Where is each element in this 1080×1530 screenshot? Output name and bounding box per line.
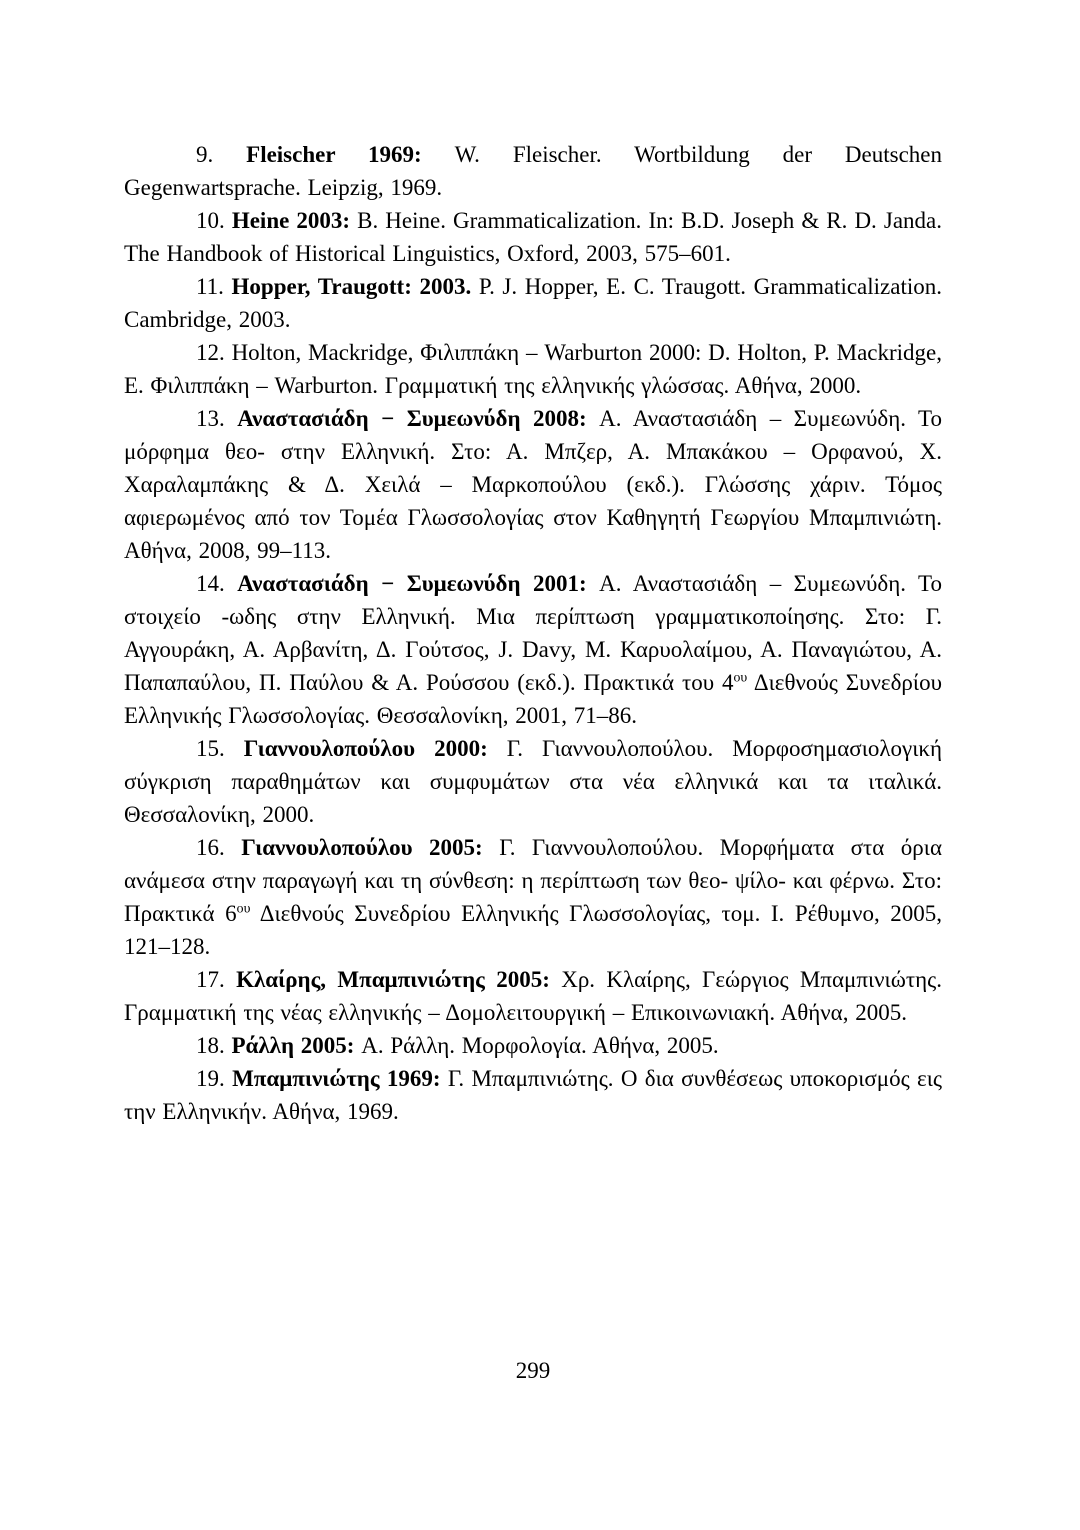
entry-text: Γ. Γιαννουλοπούλου. Μορφοσημασιολογική σύγκριση παραθημάτων και συμφυμάτων στα νέα ελληνικά και τα ιταλικά. Θεσσαλονίκη, 2000. (124, 736, 942, 827)
entry-text: Χρ. Κλαίρης, Γεώργιος Μπαμπινιώτης. Γραμματική της νέας ελληνικής – Δομολειτουργική – Επικοινωνιακή. Αθήνα, 2005. (124, 967, 943, 1025)
reference-list (124, 138, 942, 1128)
entry-text: 16. (196, 835, 242, 860)
entry-text: Α. Ράλλη. Μορφολογία. Αθήνα, 2005. (361, 1033, 719, 1058)
entry-text: 18. (196, 1033, 232, 1058)
reference-entry (124, 402, 942, 567)
entry-text: Διεθνούς Συνεδρίου Ελληνικής Γλωσσολογίας. Θεσσαλονίκη, 2001, 71–86. (124, 670, 942, 728)
reference-entry (124, 732, 942, 831)
reference-entry (124, 138, 942, 204)
reference-entry (124, 1029, 942, 1062)
reference-entry (124, 963, 942, 1029)
page-number: 299 (515, 1358, 551, 1383)
entry-text: Γ. Γιαννουλοπούλου. Μορφήματα στα όρια ανάμεσα στην παραγωγή και τη σύνθεση: η περίπτωση των θεο- ψίλο- και φέρνω. Στο: Πρακτικά 6 (124, 835, 942, 926)
entry-superscript: ου (236, 900, 251, 916)
entry-label: Κλαίρης, Μπαμπινιώτης 2005: (236, 967, 562, 992)
entry-text: Α. Αναστασιάδη – Συμεωνύδη. Το μόρφημα θεο- στην Ελληνική. Στο: Α. Μπζερ, Α. Μπακάκου – Ορφανού, Χ. Χαραλαμπάκης & Δ. Χειλά – Μαρκοπούλου (εκδ.). Γλώσσης χάριν. Τόμος αφιερωμένος από τον Τομέα Γλωσσολογίας στον Καθηγητή Γεωργίου Μπαμπινιώτη. Αθήνα, 2008, 99–113. (124, 406, 943, 563)
entry-text: 14. (196, 571, 238, 596)
reference-entry (124, 336, 942, 402)
entry-label: Γιαννουλοπούλου 2000: (243, 736, 507, 761)
entry-text: W. Fleischer. Wortbildung der Deutschen Gegenwartsprache. Leipzig, 1969. (124, 142, 942, 200)
entry-text: 11. (196, 274, 232, 299)
entry-text: P. J. Hopper, E. C. Traugott. Grammaticalization. Cambridge, 2003. (124, 274, 942, 332)
entry-label: Hopper, Traugott: 2003. (231, 274, 479, 299)
reference-entry (124, 1062, 942, 1128)
entry-label: Fleischer 1969: (246, 142, 455, 167)
reference-entry (124, 204, 942, 270)
reference-entry (124, 270, 942, 336)
entry-text: 9. (196, 142, 247, 167)
reference-entry (124, 567, 942, 732)
entry-label: Γιαννουλοπούλου 2005: (241, 835, 500, 860)
entry-text: 19. (196, 1066, 233, 1091)
entry-text: 12. Holton, Mackridge, Φιλιππάκη – Warburton 2000: D. Holton, P. Mackridge, E. Φιλιππάκη – Warburton. Γραμματική της ελληνικής γλώσσας. Αθήνα, 2000. (124, 340, 942, 398)
reference-entry (124, 831, 942, 963)
entry-text: Διεθνούς Συνεδρίου Ελληνικής Γλωσσολογίας, τομ. Ι. Ρέθυμνο, 2005, 121–128. (124, 901, 943, 959)
entry-label: Αναστασιάδη − Συμεωνύδη 2001: (237, 571, 600, 596)
entry-text: 13. (196, 406, 238, 431)
entry-text: 10. (196, 208, 232, 233)
entry-label: Μπαμπινιώτης 1969: (232, 1066, 448, 1091)
entry-superscript: ου (733, 669, 748, 685)
entry-label: Ράλλη 2005: (231, 1033, 362, 1058)
entry-text: Α. Αναστασιάδη – Συμεωνύδη. Το στοιχείο -ωδης στην Ελληνική. Μια περίπτωση γραμματικοποίησης. Στο: Γ. Αγγουράκη, Α. Αρβανίτη, Δ. Γούτσος, J. Davy, Μ. Καρυολαίμου, Α. Παναγιώτου, Α. Παπαπαύλου, Π. Παύλου & Α. Ρούσσου (εκδ.). Πρακτικά του 4 (124, 571, 943, 695)
entry-text: Γ. Μπαμπινιώτης. Ο δια συνθέσεως υποκορισμός εις την Ελληνικήν. Αθήνα, 1969. (124, 1066, 942, 1124)
entry-text: 17. (196, 967, 237, 992)
entry-text: B. Heine. Grammaticalization. In: B.D. Joseph & R. D. Janda. The Handbook of Historical Linguistics, Oxford, 2003, 575–601. (124, 208, 942, 266)
entry-label: Heine 2003: (231, 208, 358, 233)
entry-label: Αναστασιάδη − Συμεωνύδη 2008: (237, 406, 600, 431)
entry-text: 15. (196, 736, 244, 761)
